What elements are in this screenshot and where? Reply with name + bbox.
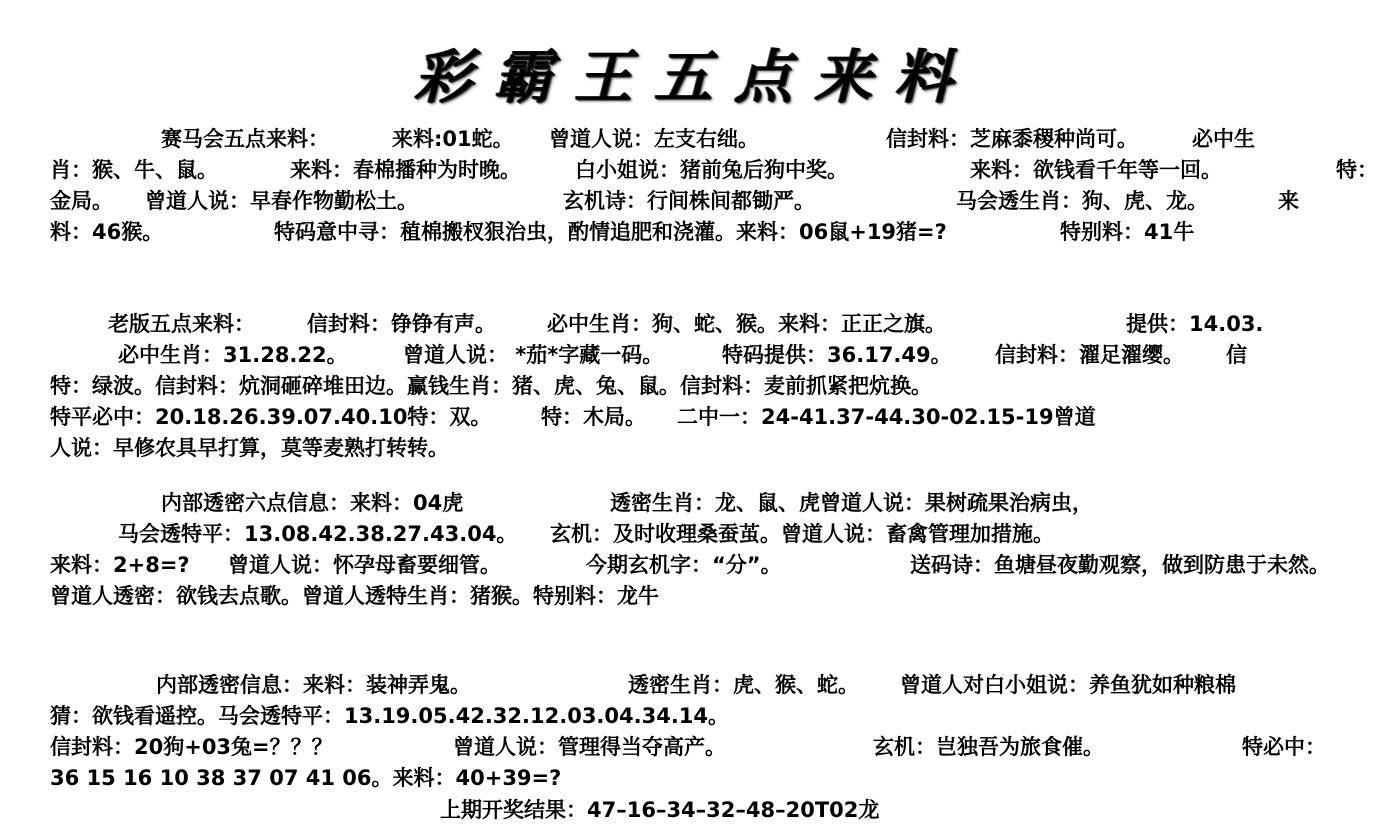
text-segment: 提供：14.03.	[1126, 312, 1264, 336]
text-segment: 来料:01蛇。	[392, 127, 514, 151]
text-segment: 信封料：铮铮有声。	[307, 312, 496, 336]
text-segment: 马会透生肖：狗、虎、龙。	[956, 189, 1208, 213]
text-segment: 人说：早修农具早打算，莫等麦熟打转转。	[50, 436, 449, 460]
text-segment: 玄机：及时收理桑蚕茧。曾道人说：畜禽管理加措施。	[550, 522, 1054, 546]
text-segment: 必中生肖：31.28.22。	[118, 343, 348, 367]
text-segment: 特必中：	[1242, 735, 1326, 759]
text-segment: 料：46猴。	[50, 220, 164, 244]
text-segment: 曾道人说： *茄*字藏一码。	[403, 343, 664, 367]
text-segment: 特：绿波。信封料：炕洞砸碎堆田边。赢钱生肖：猪、虎、兔、鼠。信封料：麦前抓紧把炕换。	[50, 374, 932, 398]
text-segment: 猜：欲钱看遥控。马会透特平：13.19.05.42.32.12.03.04.34.14。	[50, 704, 730, 728]
text-segment: 信封料：20狗+03兔=？？？	[50, 735, 333, 759]
text-segment: 马会透特平：13.08.42.38.27.43.04。	[118, 522, 518, 546]
text-segment: 今期玄机字：“分”。	[586, 553, 782, 577]
page-title: 彩霸王五点来料	[413, 43, 974, 111]
text-segment: 必中生肖：狗、蛇、猴。来料：正正之旗。	[547, 312, 946, 336]
text-segment: 特：	[1336, 158, 1378, 182]
text-segment: 来料：2+8=?	[50, 553, 190, 577]
text-segment: 玄机诗：行间株间都锄严。	[563, 189, 815, 213]
text-segment: 36 15 16 10 38 37 07 41 06。来料：40+39=?	[50, 766, 562, 790]
text-segment: 特别料：41牛	[1060, 220, 1195, 244]
text-segment: 老版五点来料：	[108, 312, 255, 336]
text-segment: 赛马会五点来料：	[161, 127, 329, 151]
text-segment: 曾道人说：左支右绌。	[549, 127, 759, 151]
text-segment: 二中一：24-41.37-44.30-02.15-19曾道	[677, 405, 1096, 429]
text-segment: 内部透密六点信息：来料：04虎	[161, 491, 464, 515]
text-segment: 特：木局。	[541, 405, 646, 429]
text-segment: 曾道人说：管理得当夺高产。	[453, 735, 726, 759]
text-segment: 信封料：濯足濯缨。	[995, 343, 1184, 367]
text-segment: 曾道人透密：欲钱去点歌。曾道人透特生肖：猪猴。特别料：龙牛	[50, 584, 659, 608]
text-segment: 透密生肖：虎、猴、蛇。	[628, 673, 859, 697]
text-segment: 玄机：岂独吾为旅食催。	[873, 735, 1104, 759]
text-segment: 曾道人说：怀孕母畜要细管。	[228, 553, 501, 577]
text-segment: 金局。	[50, 189, 113, 213]
text-segment: 曾道人对白小姐说：养鱼犹如种粮棉	[900, 673, 1236, 697]
text-segment: 信封料：芝麻黍稷种尚可。	[886, 127, 1138, 151]
text-segment: 特码意中寻：稙棉搬杈狠治虫，酌情追肥和浇灌。来料：06鼠+19猪=?	[274, 220, 947, 244]
text-segment: 送码诗：鱼塘昼夜勤观察，做到防患于未然。	[910, 553, 1330, 577]
text-segment: 来料：春棉播种为时晚。	[290, 158, 521, 182]
text-segment: 透密生肖：龙、鼠、虎曾道人说：果树疏果治病虫，	[610, 491, 1093, 515]
text-segment: 肖：猴、牛、鼠。	[50, 158, 218, 182]
text-segment: 来料：欲钱看千年等一回。	[970, 158, 1222, 182]
text-segment: 内部透密信息：来料：装神弄鬼。	[156, 673, 471, 697]
text-segment: 信	[1226, 343, 1247, 367]
text-segment: 特平必中：20.18.26.39.07.40.10特：双。	[50, 405, 492, 429]
text-segment: 必中生	[1192, 127, 1255, 151]
text-segment: 白小姐说：猪前兔后狗中奖。	[575, 158, 848, 182]
text-segment: 曾道人说：早春作物勤松土。	[145, 189, 418, 213]
text-segment: 来	[1278, 189, 1299, 213]
text-segment: 特码提供：36.17.49。	[722, 343, 952, 367]
last-draw-result: 上期开奖结果：47–16–34–32–48–20T02龙	[440, 798, 880, 822]
